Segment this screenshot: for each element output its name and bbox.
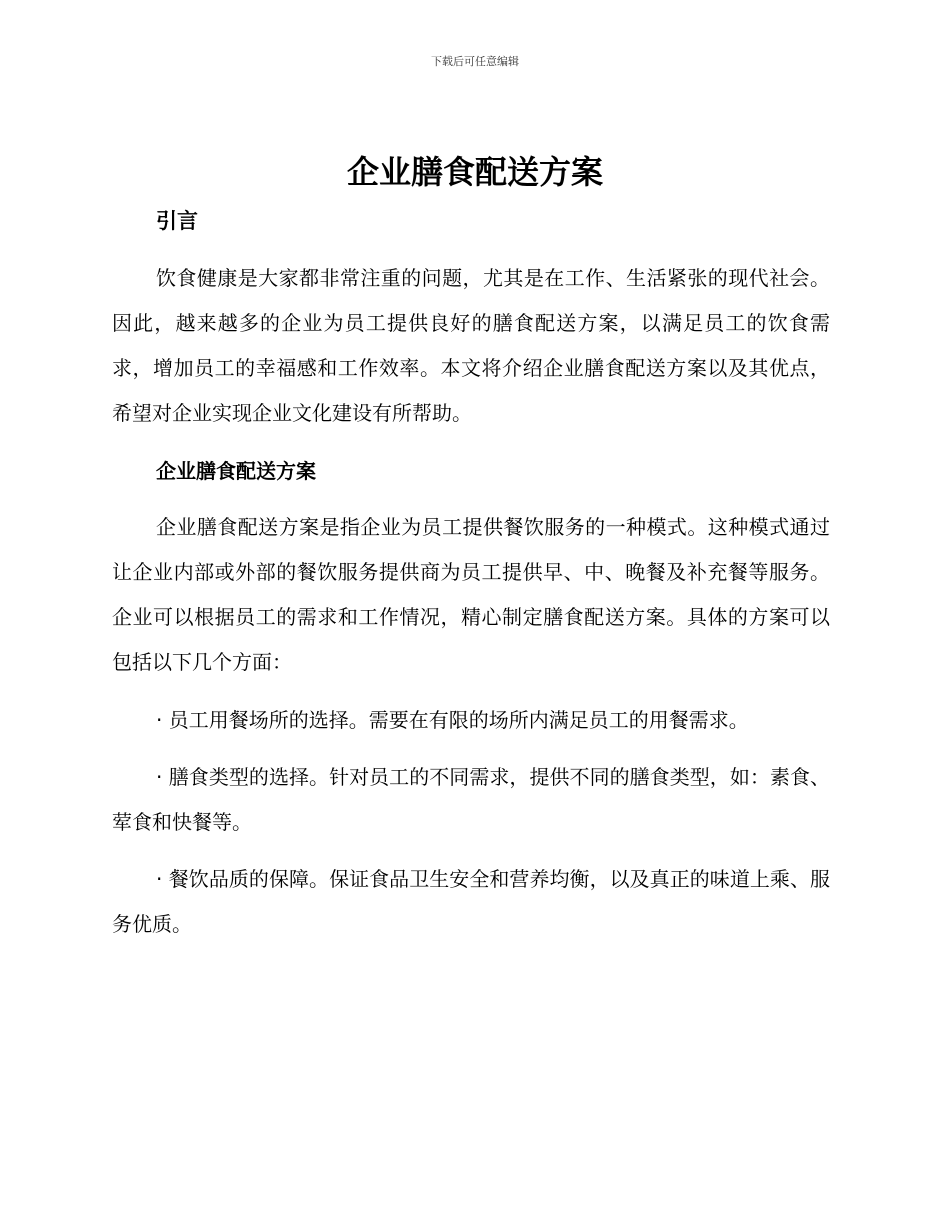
- bullet-item-venue: · 员工用餐场所的选择。需要在有限的场所内满足员工的用餐需求。: [156, 708, 749, 732]
- page-header-note: 下载后可任意编辑: [431, 55, 519, 68]
- plan-paragraph: 企业膳食配送方案是指企业为员工提供餐饮服务的一种模式。这种模式通过让企业内部或外部的餐饮服务提供商为员工提供早、中、晚餐及补充餐等服务。企业可以根据员工的需求和工作情况，精心制定膳食配送方案。具体的方案可以包括以下几个方面：: [112, 515, 830, 674]
- section-heading-intro: 引言: [156, 209, 198, 233]
- bullet-item-quality: · 餐饮品质的保障。保证食品卫生安全和营养均衡，以及真正的味道上乘、服务优质。: [112, 867, 830, 936]
- bullet-item-meal-type: · 膳食类型的选择。针对员工的不同需求，提供不同的膳食类型，如：素食、荤食和快餐等。: [112, 765, 830, 834]
- section-heading-plan: 企业膳食配送方案: [156, 459, 316, 483]
- intro-paragraph: 饮食健康是大家都非常注重的问题，尤其是在工作、生活紧张的现代社会。因此，越来越多的企业为员工提供良好的膳食配送方案，以满足员工的饮食需求，增加员工的幸福感和工作效率。本文将介绍企业膳食配送方案以及其优点，希望对企业实现企业文化建设有所帮助。: [112, 266, 830, 425]
- document-title: 企业膳食配送方案: [346, 153, 603, 191]
